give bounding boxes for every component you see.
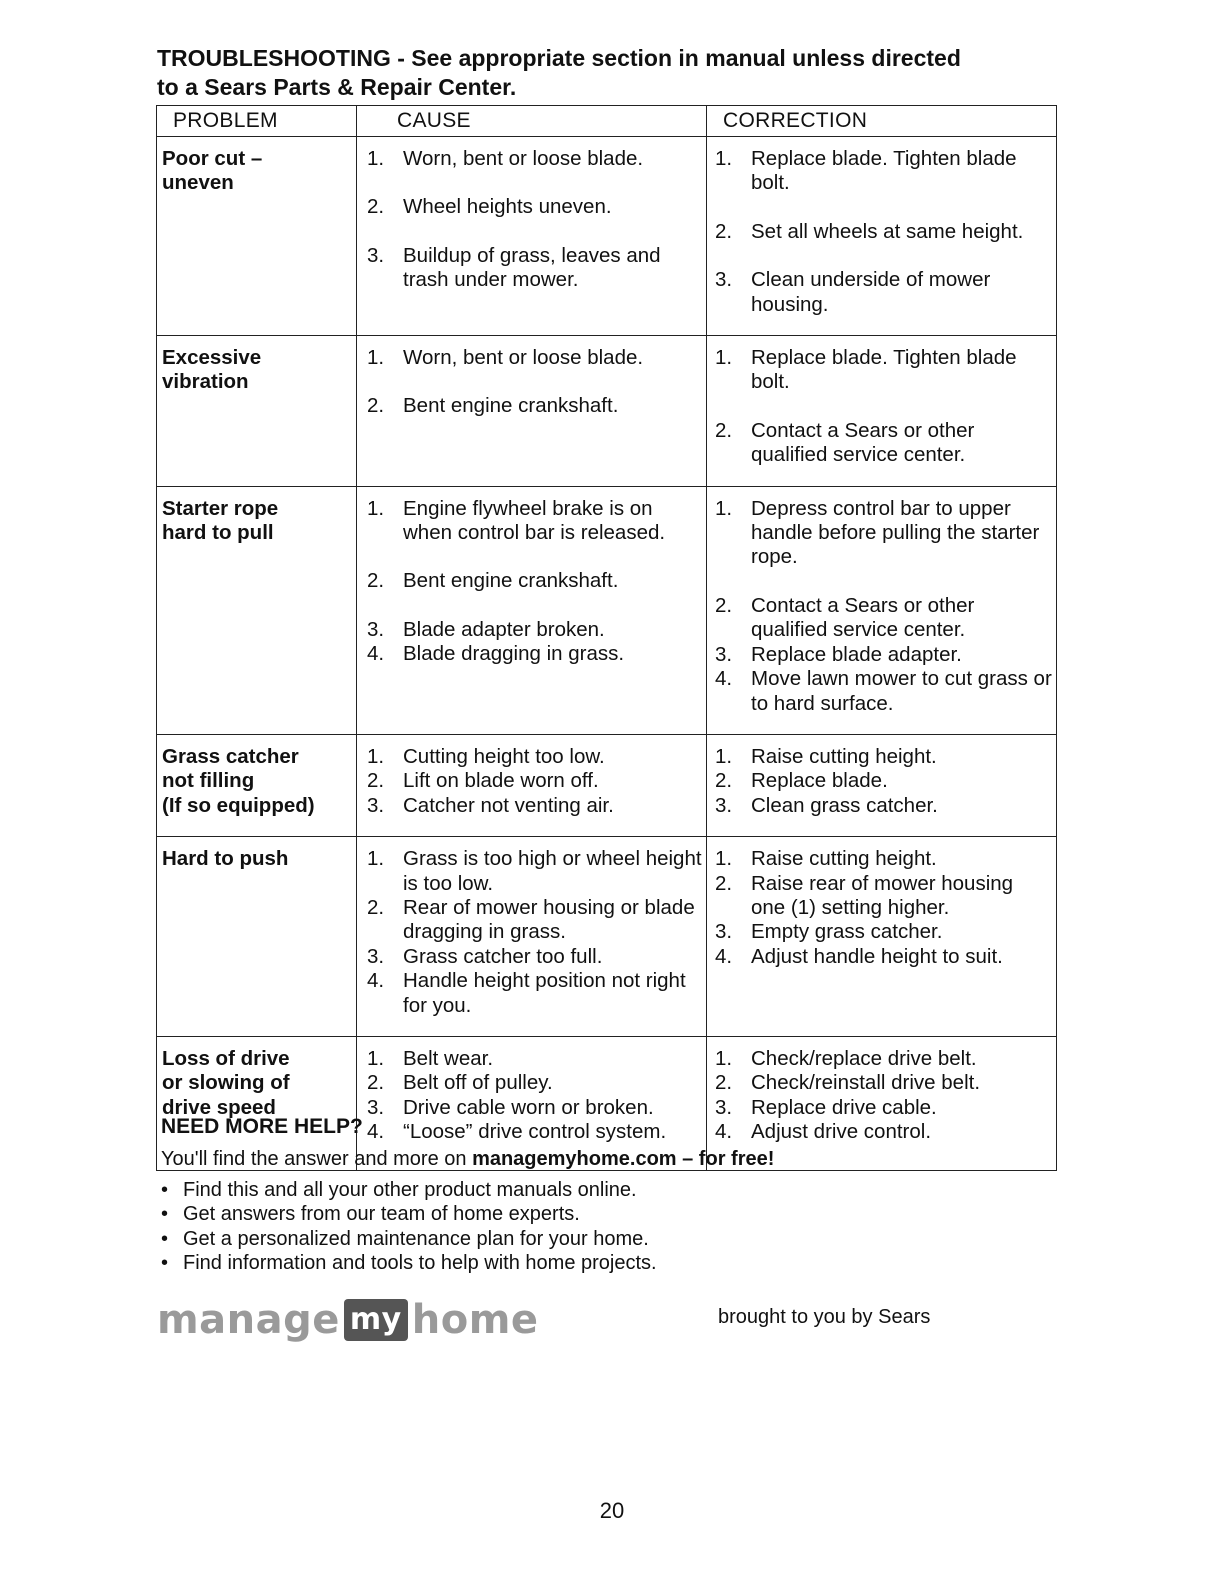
item-text: Move lawn mower to cut grass or to hard surface.	[751, 667, 1052, 715]
item-text: Raise cutting height.	[751, 847, 937, 871]
brought-by-text: brought to you by Sears	[718, 1306, 931, 1328]
item-number: 4.	[715, 944, 733, 968]
item-text: Replace blade. Tighten blade bolt.	[751, 346, 1017, 394]
problem-cell	[157, 336, 357, 487]
help-bullet: • Find this and all your other product manuals online.	[161, 1178, 657, 1202]
correction-item	[715, 643, 1052, 667]
title-line-2: to a Sears Parts & Repair Center.	[157, 74, 517, 100]
problem-text: or slowing of	[162, 1071, 290, 1095]
item-number: 1.	[367, 847, 385, 871]
logo-text-my: my	[344, 1299, 408, 1341]
item-number: 1.	[367, 147, 385, 170]
cause-item	[367, 618, 702, 642]
item-number: 4.	[715, 667, 733, 691]
logo-text-home: home	[411, 1297, 539, 1343]
help-heading: NEED MORE HELP?	[161, 1115, 363, 1138]
cause-item	[367, 969, 702, 1018]
problem-text: Excessive	[162, 346, 262, 370]
item-text: Rear of mower housing or blade dragging in grass.	[403, 895, 695, 944]
problem-text: (If so equipped)	[162, 793, 315, 817]
item-number: 3.	[715, 268, 733, 292]
help-intro-link: managemyhome.com – for free!	[472, 1148, 775, 1170]
help-bullet: • Get answers from our team of home experts.	[161, 1202, 657, 1226]
correction-item	[715, 220, 1052, 244]
item-number: 3.	[367, 944, 385, 968]
item-text: Adjust drive control.	[751, 1120, 932, 1144]
correction-cell	[707, 336, 1057, 487]
item-number: 2.	[367, 895, 385, 919]
item-number: 4.	[367, 642, 385, 666]
cause-item	[367, 1071, 702, 1095]
correction-cell	[707, 137, 1057, 336]
cause-cell	[357, 486, 707, 734]
item-number: 1.	[715, 346, 733, 370]
help-bullet: • Get a personalized maintenance plan for your home.	[161, 1227, 657, 1251]
correction-item	[715, 920, 1052, 944]
correction-item	[715, 769, 1052, 793]
item-text: Replace blade adapter.	[751, 642, 962, 666]
item-number: 1.	[715, 147, 733, 170]
page-number: 20	[599, 1498, 625, 1523]
table-row	[157, 137, 1057, 336]
logo-text-manage: manage	[157, 1297, 340, 1343]
item-text: Bent engine crankshaft.	[403, 394, 619, 418]
item-number: 2.	[367, 195, 385, 219]
cause-item	[367, 745, 702, 769]
cause-item	[367, 896, 702, 945]
page-title	[157, 44, 1077, 102]
cause-item	[367, 794, 702, 818]
problem-cell	[157, 734, 357, 836]
help-intro	[161, 1148, 774, 1171]
item-number: 1.	[367, 346, 385, 370]
help-intro-text: You'll find the answer and more on	[161, 1148, 473, 1170]
cause-item	[367, 1096, 702, 1120]
item-number: 4.	[367, 1120, 385, 1144]
table-header-row	[157, 106, 1057, 137]
correction-item	[715, 667, 1052, 716]
problem-text: Poor cut –	[162, 147, 263, 170]
help-bullet-list	[161, 1178, 657, 1276]
item-text: Empty grass catcher.	[751, 920, 943, 944]
item-number: 2.	[367, 1071, 385, 1095]
item-text: Belt wear.	[403, 1046, 494, 1070]
correction-item	[715, 594, 1052, 643]
item-text: Grass catcher too full.	[403, 944, 603, 968]
header-cause: CAUSE	[357, 106, 707, 137]
correction-item	[715, 1120, 1052, 1144]
table-row	[157, 486, 1057, 734]
correction-cell	[707, 837, 1057, 1037]
problem-text: drive speed	[162, 1095, 276, 1119]
table-row	[157, 734, 1057, 836]
cause-item	[367, 244, 702, 293]
item-number: 1.	[715, 1046, 733, 1070]
item-text: Wheel heights uneven.	[403, 195, 612, 219]
correction-item	[715, 794, 1052, 818]
item-number: 2.	[715, 219, 733, 243]
item-number: 2.	[715, 871, 733, 895]
cause-item	[367, 1120, 702, 1144]
item-number: 3.	[715, 642, 733, 666]
cause-cell	[357, 837, 707, 1037]
item-number: 1.	[715, 744, 733, 768]
item-text: Set all wheels at same height.	[751, 219, 1024, 243]
item-text: Raise cutting height.	[751, 744, 937, 768]
correction-cell	[707, 486, 1057, 734]
cause-item	[367, 195, 702, 219]
item-number: 1.	[715, 496, 733, 520]
correction-cell	[707, 734, 1057, 836]
problem-cell	[157, 137, 357, 336]
item-text: Worn, bent or loose blade.	[403, 346, 644, 370]
item-text: Lift on blade worn off.	[403, 769, 599, 793]
item-text: Drive cable worn or broken.	[403, 1095, 654, 1119]
item-number: 3.	[367, 243, 385, 267]
cause-item	[367, 147, 702, 171]
cause-item	[367, 394, 702, 418]
correction-item	[715, 847, 1052, 871]
header-problem: PROBLEM	[157, 106, 357, 137]
cause-cell	[357, 734, 707, 836]
correction-item	[715, 1047, 1052, 1071]
help-bullet: • Find information and tools to help with home projects.	[161, 1251, 657, 1275]
item-number: 1.	[367, 744, 385, 768]
item-text: Replace blade. Tighten blade bolt.	[751, 147, 1017, 195]
correction-item	[715, 945, 1052, 969]
item-text: Check/reinstall drive belt.	[751, 1071, 981, 1095]
item-text: Belt off of pulley.	[403, 1071, 553, 1095]
item-number: 2.	[367, 769, 385, 793]
correction-item	[715, 346, 1052, 395]
cause-item	[367, 847, 702, 896]
item-text: Depress control bar to upper handle before pulling the starter rope.	[751, 496, 1040, 569]
item-text: Grass is too high or wheel height is too low.	[403, 847, 702, 895]
item-number: 2.	[715, 418, 733, 442]
correction-item	[715, 147, 1052, 196]
item-text: Blade dragging in grass.	[403, 642, 625, 666]
cause-item	[367, 346, 702, 370]
troubleshooting-table	[156, 105, 1057, 1171]
problem-text: uneven	[162, 171, 234, 195]
problem-cell	[157, 837, 357, 1037]
correction-item	[715, 419, 1052, 468]
cause-item	[367, 642, 702, 666]
item-text: Cutting height too low.	[403, 744, 605, 768]
item-text: Engine flywheel brake is on when control bar is released.	[403, 496, 666, 545]
item-text: Raise rear of mower housing one (1) setting higher.	[751, 871, 1014, 919]
item-number: 2.	[715, 769, 733, 793]
item-number: 3.	[715, 920, 733, 944]
table-row	[157, 336, 1057, 487]
item-number: 2.	[367, 569, 385, 593]
item-text: Buildup of grass, leaves and trash under mower.	[403, 243, 661, 292]
item-number: 2.	[715, 593, 733, 617]
item-text: Clean grass catcher.	[751, 793, 938, 817]
item-number: 4.	[715, 1120, 733, 1144]
header-correction: CORRECTION	[707, 106, 1057, 137]
item-number: 2.	[715, 1071, 733, 1095]
cause-cell	[357, 137, 707, 336]
title-line-1: TROUBLESHOOTING - See appropriate section in manual unless directed	[157, 45, 961, 71]
item-number: 3.	[367, 617, 385, 641]
item-text: Contact a Sears or other qualified service center.	[751, 593, 975, 642]
problem-text: Starter rope	[162, 496, 279, 520]
item-text: Worn, bent or loose blade.	[403, 147, 644, 170]
correction-item	[715, 497, 1052, 570]
item-number: 3.	[715, 793, 733, 817]
item-text: Bent engine crankshaft.	[403, 569, 619, 593]
cause-item	[367, 1047, 702, 1071]
correction-item	[715, 872, 1052, 921]
problem-text: not filling	[162, 769, 255, 793]
item-number: 3.	[367, 793, 385, 817]
item-text: “Loose” drive control system.	[403, 1120, 667, 1144]
item-text: Handle height position not right for you.	[403, 969, 686, 1017]
item-text: Catcher not venting air.	[403, 793, 614, 817]
item-number: 1.	[367, 1046, 385, 1070]
cause-item	[367, 569, 702, 593]
correction-item	[715, 745, 1052, 769]
problem-text: vibration	[162, 370, 249, 394]
item-number: 1.	[367, 496, 385, 520]
problem-cell	[157, 486, 357, 734]
item-text: Blade adapter broken.	[403, 617, 605, 641]
problem-text: Loss of drive	[162, 1046, 290, 1070]
managemyhome-logo	[157, 1290, 539, 1350]
problem-text: Hard to push	[162, 847, 289, 871]
item-text: Replace blade.	[751, 769, 888, 793]
item-text: Replace drive cable.	[751, 1095, 937, 1119]
item-number: 3.	[367, 1095, 385, 1119]
item-text: Clean underside of mower housing.	[751, 268, 991, 316]
cause-cell	[357, 336, 707, 487]
item-text: Contact a Sears or other qualified service center.	[751, 418, 975, 467]
cause-item	[367, 497, 702, 546]
problem-text: Grass catcher	[162, 744, 299, 768]
item-number: 1.	[715, 847, 733, 871]
correction-item	[715, 1096, 1052, 1120]
item-number: 3.	[715, 1095, 733, 1119]
item-text: Adjust handle height to suit.	[751, 944, 1003, 968]
table-row	[157, 837, 1057, 1037]
cause-item	[367, 769, 702, 793]
correction-item	[715, 1071, 1052, 1095]
item-text: Check/replace drive belt.	[751, 1046, 977, 1070]
correction-item	[715, 268, 1052, 317]
item-number: 2.	[367, 394, 385, 418]
cause-item	[367, 945, 702, 969]
problem-text: hard to pull	[162, 521, 274, 545]
item-number: 4.	[367, 969, 385, 993]
